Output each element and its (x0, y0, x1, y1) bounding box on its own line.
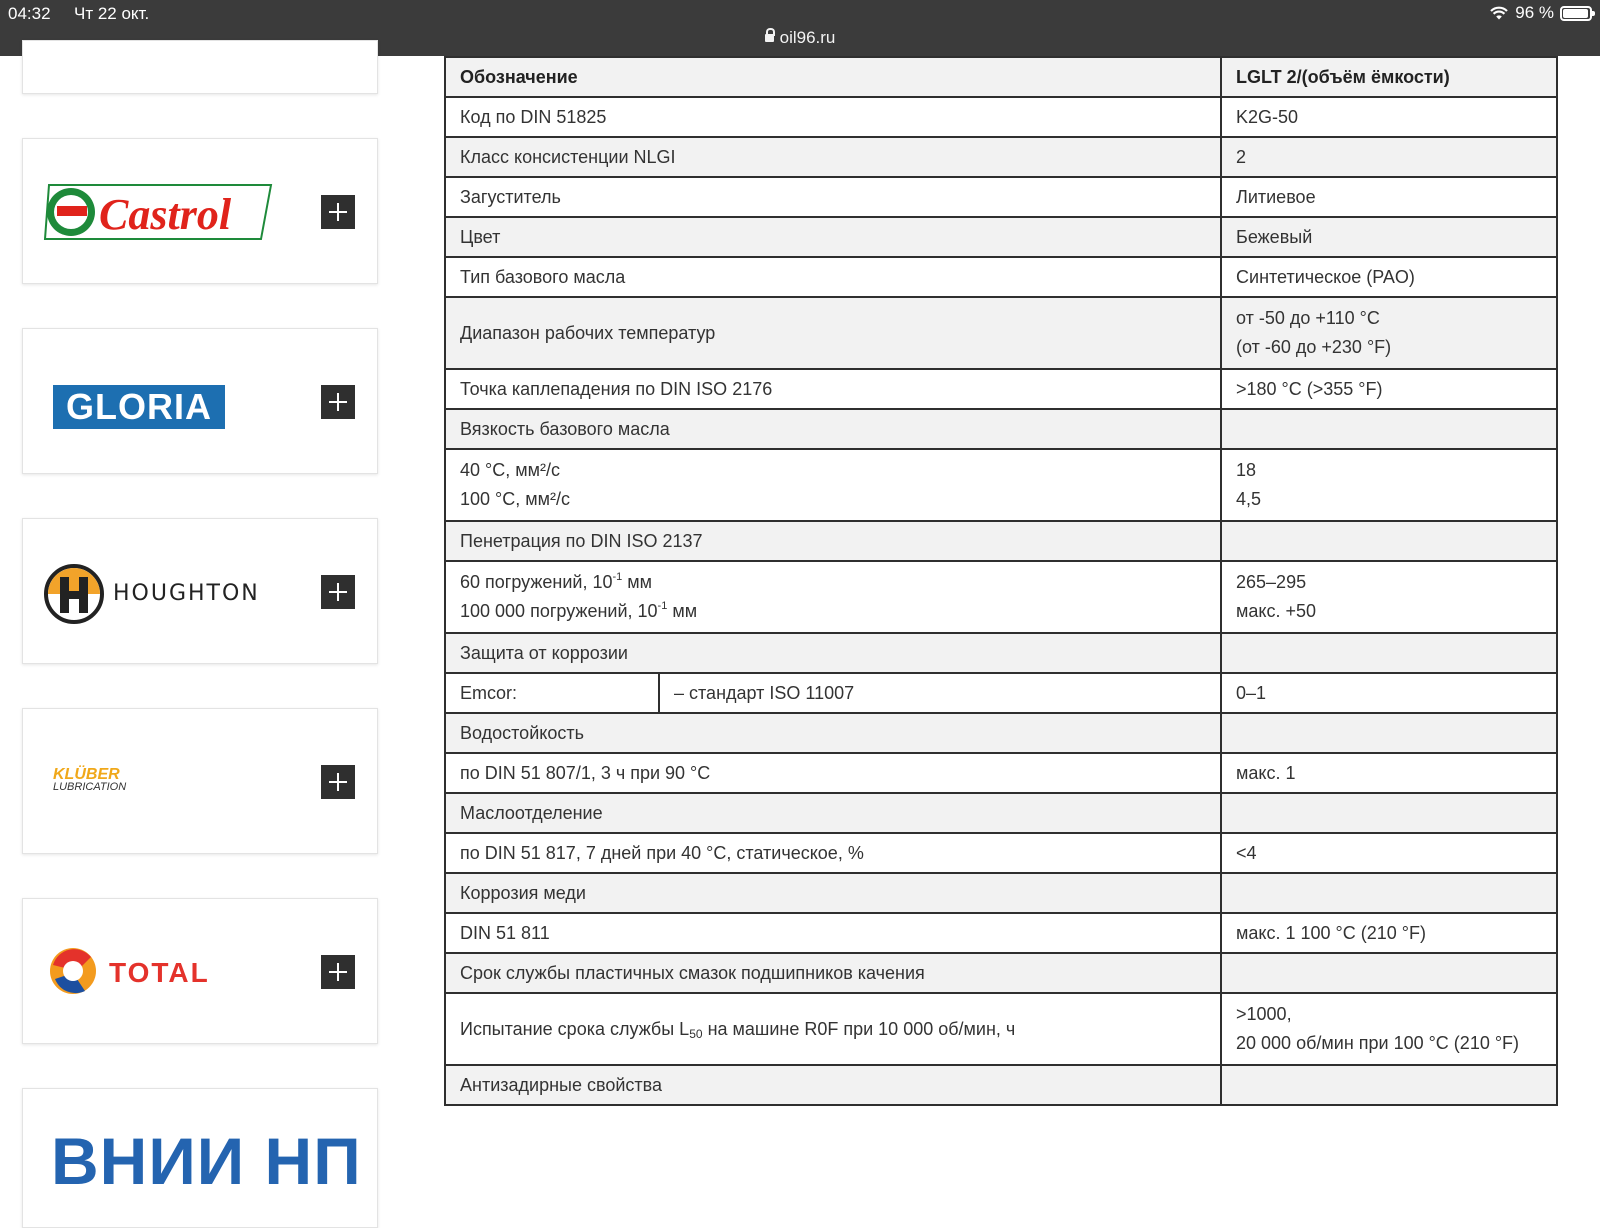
header-value: LGLT 2/(объём ёмкости) (1221, 57, 1557, 97)
gloria-logo (53, 385, 225, 429)
table-row (445, 217, 1557, 257)
brand-card-houghton[interactable] (22, 518, 378, 664)
row-value-line: 265–295 (1236, 572, 1307, 592)
kluber-logo (53, 766, 127, 793)
brand-card-gloria[interactable] (22, 328, 378, 474)
battery-percent: 96 % (1515, 3, 1554, 22)
expand-gloria-button[interactable] (321, 385, 355, 419)
expand-total-button[interactable] (321, 955, 355, 989)
row-label: Защита от коррозии (445, 633, 1221, 673)
table-row (445, 673, 1557, 713)
row-value: K2G-50 (1221, 97, 1557, 137)
row-value-line: 20 000 об/мин при 100 °C (210 °F) (1236, 1033, 1520, 1053)
castrol-wordmark: Castrol (99, 190, 232, 239)
row-value (1221, 409, 1557, 449)
row-value-line: (от -60 до +230 °F) (1236, 337, 1392, 357)
row-label: Антизадирные свойства (445, 1065, 1221, 1105)
row-label-line (460, 568, 1206, 597)
row-value (1221, 873, 1557, 913)
table-header-row (445, 57, 1557, 97)
row-value (1221, 953, 1557, 993)
row-label-line: 100 °C, мм²/с (460, 489, 570, 509)
url-text: oil96.ru (779, 28, 836, 47)
label-text: Испытание срока службы L (460, 1018, 690, 1039)
row-value-line: от -50 до +110 °C (1236, 308, 1380, 328)
row-value: >180 °C (>355 °F) (1221, 369, 1557, 409)
table-row (445, 177, 1557, 217)
expand-castrol-button[interactable] (321, 195, 355, 229)
spec-table (444, 56, 1558, 1106)
row-value-line: >1000, (1236, 1004, 1292, 1024)
row-value: 2 (1221, 137, 1557, 177)
table-row (445, 713, 1557, 753)
table-row (445, 257, 1557, 297)
table-row (445, 753, 1557, 793)
brand-card-castrol[interactable] (22, 138, 378, 284)
status-right (1489, 3, 1592, 23)
row-value (1221, 449, 1557, 521)
label-sup: -1 (657, 600, 668, 612)
header-label: Обозначение (445, 57, 1221, 97)
table-row (445, 1065, 1557, 1105)
table-row (445, 833, 1557, 873)
status-date: Чт 22 окт. (74, 4, 150, 23)
row-value: макс. 1 100 °C (210 °F) (1221, 913, 1557, 953)
row-value-line: 18 (1236, 460, 1257, 480)
label-sub: 50 (689, 1026, 703, 1041)
table-row (445, 297, 1557, 369)
row-label: по DIN 51 817, 7 дней при 40 °C, статическое, % (445, 833, 1221, 873)
label-text: 60 погружений, 10 (460, 572, 613, 592)
label-text: 100 000 погружений, 10 (460, 601, 658, 621)
status-time: 04:32 (8, 4, 51, 23)
row-label: Цвет (445, 217, 1221, 257)
row-label: Пенетрация по DIN ISO 2137 (445, 521, 1221, 561)
table-row (445, 369, 1557, 409)
row-label: Маслоотделение (445, 793, 1221, 833)
row-label: Загуститель (445, 177, 1221, 217)
row-value: <4 (1221, 833, 1557, 873)
row-label: по DIN 51 807/1, 3 ч при 90 °C (445, 753, 1221, 793)
row-label: Вязкость базового масла (445, 409, 1221, 449)
row-value (1221, 633, 1557, 673)
table-row (445, 873, 1557, 913)
brand-card-kluber[interactable] (22, 708, 378, 854)
row-label: Тип базового масла (445, 257, 1221, 297)
label-text: мм (622, 572, 653, 592)
table-row (445, 561, 1557, 633)
row-value (1221, 297, 1557, 369)
row-value: макс. 1 (1221, 753, 1557, 793)
row-value: Бежевый (1221, 217, 1557, 257)
houghton-wordmark: HOUGHTON (113, 581, 260, 606)
table-row (445, 913, 1557, 953)
table-row (445, 521, 1557, 561)
row-value-line: макс. +50 (1236, 601, 1317, 621)
table-row (445, 97, 1557, 137)
row-label: Класс консистенции NLGI (445, 137, 1221, 177)
label-text: мм (667, 601, 698, 621)
row-value: 0–1 (1221, 673, 1557, 713)
row-value-line: 4,5 (1236, 489, 1262, 509)
brand-card-vnii-np[interactable] (22, 1088, 378, 1228)
table-row (445, 137, 1557, 177)
kluber-wordmark: KLÜBER (53, 766, 120, 783)
row-label: Emcor: (445, 673, 659, 713)
kluber-subtitle: LUBRICATION (53, 781, 127, 793)
row-label (445, 449, 1221, 521)
label-text: на машине R0F при 10 000 об/мин, ч (702, 1018, 1016, 1039)
castrol-logo (43, 181, 273, 243)
row-label: Диапазон рабочих температур (445, 297, 1221, 369)
table-row (445, 993, 1557, 1065)
expand-houghton-button[interactable] (321, 575, 355, 609)
vnii-np-wordmark: ВНИИ НП (51, 1124, 362, 1198)
table-row (445, 409, 1557, 449)
gloria-wordmark: GLORIA (66, 386, 212, 427)
row-label (445, 561, 1221, 633)
row-label (445, 993, 1221, 1065)
wifi-icon (1489, 5, 1509, 21)
row-value: Литиевое (1221, 177, 1557, 217)
expand-kluber-button[interactable] (321, 765, 355, 799)
row-value (1221, 1065, 1557, 1105)
row-label-line: 40 °C, мм²/с (460, 460, 560, 480)
table-row (445, 633, 1557, 673)
row-value (1221, 521, 1557, 561)
row-label: Точка каплепадения по DIN ISO 2176 (445, 369, 1221, 409)
lock-icon (765, 34, 774, 42)
row-label: Срок службы пластичных смазок подшипников качения (445, 953, 1221, 993)
row-label: Коррозия меди (445, 873, 1221, 913)
row-value: Синтетическое (PAO) (1221, 257, 1557, 297)
houghton-logo-icon (43, 563, 105, 625)
brand-card-total[interactable] (22, 898, 378, 1044)
row-label: Код по DIN 51825 (445, 97, 1221, 137)
row-value (1221, 713, 1557, 753)
table-row (445, 793, 1557, 833)
battery-icon (1560, 6, 1592, 21)
table-row (445, 953, 1557, 993)
brand-card-top-partial[interactable] (22, 40, 378, 94)
row-label: DIN 51 811 (445, 913, 1221, 953)
row-value (1221, 993, 1557, 1065)
label-sup: -1 (612, 571, 623, 583)
total-logo-icon (47, 945, 99, 997)
row-sublabel: – стандарт ISO 11007 (659, 673, 1221, 713)
table-row (445, 449, 1557, 521)
row-value (1221, 561, 1557, 633)
row-label: Водостойкость (445, 713, 1221, 753)
row-label-line (460, 597, 1206, 626)
total-wordmark: TOTAL (109, 957, 210, 988)
row-value (1221, 793, 1557, 833)
